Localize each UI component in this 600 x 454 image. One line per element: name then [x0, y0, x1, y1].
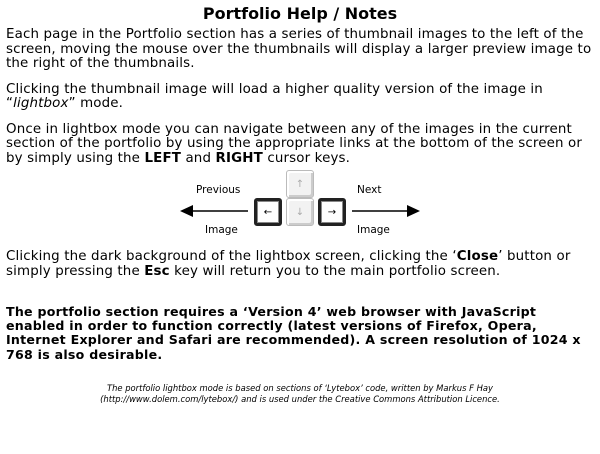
p4-text-c: key will return you to the main portfolio screen.: [169, 263, 501, 279]
paragraph-navigation: [6, 123, 594, 167]
p4-close: Close: [456, 249, 499, 264]
previous-label: Previous: [196, 184, 241, 196]
down-key-icon: ↓: [286, 198, 314, 226]
keys-diagram: [0, 170, 600, 250]
p4-text-b: ’ button or simply pressing the: [6, 249, 571, 279]
next-image-label: Image: [357, 224, 390, 236]
p3-right-key: RIGHT: [215, 150, 263, 166]
paragraph-lightbox: [6, 83, 594, 112]
page-title: Portfolio Help / Notes: [202, 4, 398, 23]
credit-line-2: (http://www.dolem.com/lytebox/) and is used under the Creative Commons Attribution Licence.: [100, 393, 500, 404]
p2-emphasis: lightbox: [13, 96, 69, 111]
right-arrow-icon: [352, 205, 420, 217]
requirements-text: The portfolio section requires a ‘Version 4’ web browser with JavaScript enabled in order to function correctly (latest versions of Firefox, Opera, Internet Explorer and Safari are recommended). A screen resolution of 1024 x 768 is also desirable.: [6, 304, 581, 362]
left-key-icon: ←: [254, 198, 282, 226]
p3-text-b: cursor keys.: [262, 150, 351, 166]
credit-block: [0, 383, 600, 405]
p2-text-b: ” mode.: [68, 96, 124, 111]
next-label: Next: [357, 184, 382, 196]
up-key-icon: ↑: [286, 170, 314, 198]
p2-text-a: Clicking the thumbnail image will load a higher quality version of the image in “: [6, 81, 543, 111]
paragraph-thumbnails: Each page in the Portfolio section has a series of thumbnail images to the left of the screen, moving the mouse over the thumbnails will display a larger preview image to the right of the thumbnails.: [6, 27, 592, 71]
p4-esc: Esc: [144, 263, 170, 279]
p3-text-and: and: [181, 150, 216, 166]
credit-line-1: The portfolio lightbox mode is based on sections of ‘Lytebox’ code, written by Markus F Hay: [106, 382, 494, 393]
p3-left-key: LEFT: [144, 150, 182, 166]
paragraph-close: [6, 250, 594, 279]
p3-text-a: Once in lightbox mode you can navigate between any of the images in the current section of the portfolio by using the appropriate links at the bottom of the screen or by simply using the: [6, 121, 583, 166]
left-arrow-icon: [180, 205, 248, 217]
p4-text-a: Clicking the dark background of the lightbox screen, clicking the ‘: [6, 249, 457, 264]
right-key-icon: →: [318, 198, 346, 226]
previous-image-label: Image: [205, 224, 238, 236]
